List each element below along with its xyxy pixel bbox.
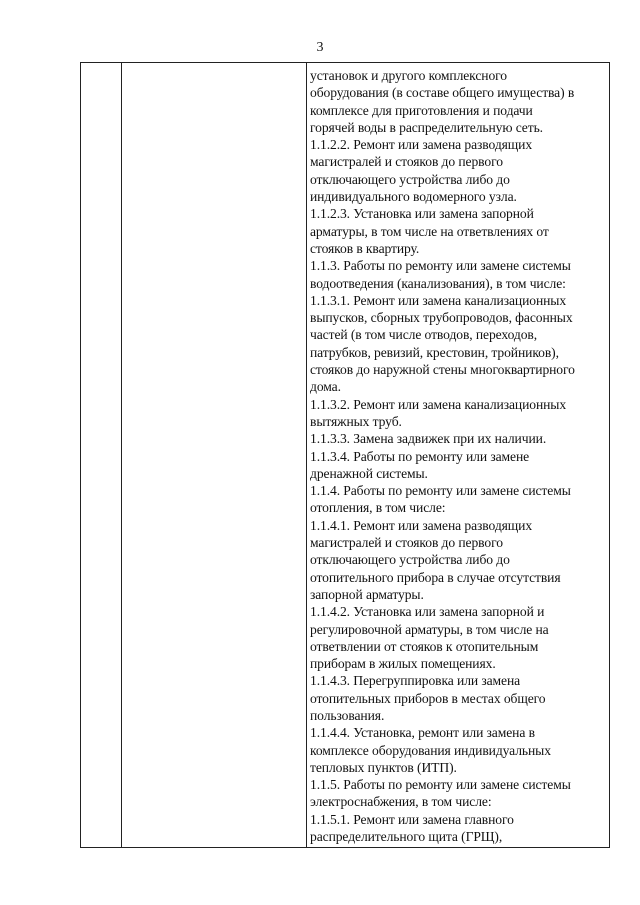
text-line: 1.1.2.2. Ремонт или замена разводящих	[310, 137, 533, 153]
text-line: комплексе оборудования индивидуальных	[310, 742, 551, 758]
text-line: 1.1.4. Работы по ремонту или замене системы	[310, 483, 571, 499]
text-line: стояков до наружной стены многоквартирного	[310, 362, 575, 378]
text-line: горячей воды в распределительную сеть.	[310, 119, 543, 135]
text-line: 1.1.5.1. Ремонт или замена главного	[310, 811, 514, 827]
table-column-divider-1	[121, 63, 122, 847]
text-line: патрубков, ревизий, крестовин, тройников),	[310, 344, 559, 360]
text-line: вытяжных труб.	[310, 413, 402, 429]
text-line: 1.1.3.1. Ремонт или замена канализационных	[310, 292, 567, 308]
text-line: электроснабжения, в том числе:	[310, 794, 492, 810]
text-line: магистралей и стояков до первого	[310, 535, 503, 551]
text-line: дома.	[310, 379, 341, 395]
text-line: отопительных приборов в местах общего	[310, 690, 546, 706]
text-line: водоотведения (канализования), в том числе:	[310, 275, 566, 291]
text-line: приборам в жилых помещениях.	[310, 656, 496, 672]
text-line: ответвлении от стояков к отопительным	[310, 638, 539, 654]
text-line: 1.1.3.3. Замена задвижек при их наличии.	[310, 431, 547, 447]
text-line: 1.1.4.2. Установка или замена запорной и	[310, 604, 545, 620]
text-line: 1.1.5. Работы по ремонту или замене системы	[310, 777, 571, 793]
page-number: 3	[316, 40, 324, 55]
text-line: отопительного прибора в случае отсутствия	[310, 569, 561, 585]
text-line: дренажной системы.	[310, 465, 428, 481]
text-line: отключающего устройства либо до	[310, 552, 510, 568]
document-table	[80, 62, 610, 848]
text-line: установок и другого комплексного	[310, 68, 507, 83]
text-line: отопления, в том числе:	[310, 500, 446, 516]
text-line: регулировочной арматуры, в том числе на	[310, 621, 549, 637]
text-line: индивидуального водомерного узла.	[310, 189, 517, 205]
table-column-divider-2	[306, 63, 307, 847]
text-line: оборудования (в составе общего имущества) в	[310, 85, 575, 101]
text-line: 1.1.4.1. Ремонт или замена разводящих	[310, 517, 533, 533]
text-line: 1.1.4.3. Перегруппировка или замена	[310, 673, 521, 689]
text-line: магистралей и стояков до первого	[310, 154, 503, 170]
text-line: арматуры, в том числе на ответвлениях от	[310, 223, 549, 239]
text-line: частей (в том числе отводов, переходов,	[310, 327, 538, 343]
text-line: стояков в квартиру.	[310, 240, 420, 256]
text-line: пользования.	[310, 707, 385, 723]
text-line: 1.1.3.4. Работы по ремонту или замене	[310, 448, 530, 464]
text-line: запорной арматуры.	[310, 586, 424, 602]
text-line: выпусков, сборных трубопроводов, фасонных	[310, 310, 573, 326]
text-line: 1.1.3.2. Ремонт или замена канализационных	[310, 396, 567, 412]
text-line: 1.1.3. Работы по ремонту или замене системы	[310, 258, 571, 274]
text-line: 1.1.2.3. Установка или замена запорной	[310, 206, 534, 222]
text-line: комплексе для приготовления и подачи	[310, 102, 533, 118]
text-line: распределительного щита (ГРЩ),	[310, 829, 503, 845]
text-line: тепловых пунктов (ИТП).	[310, 759, 457, 775]
table-cell-text	[310, 67, 608, 845]
text-line: отключающего устройства либо до	[310, 171, 510, 187]
text-line: 1.1.4.4. Установка, ремонт или замена в	[310, 725, 535, 741]
